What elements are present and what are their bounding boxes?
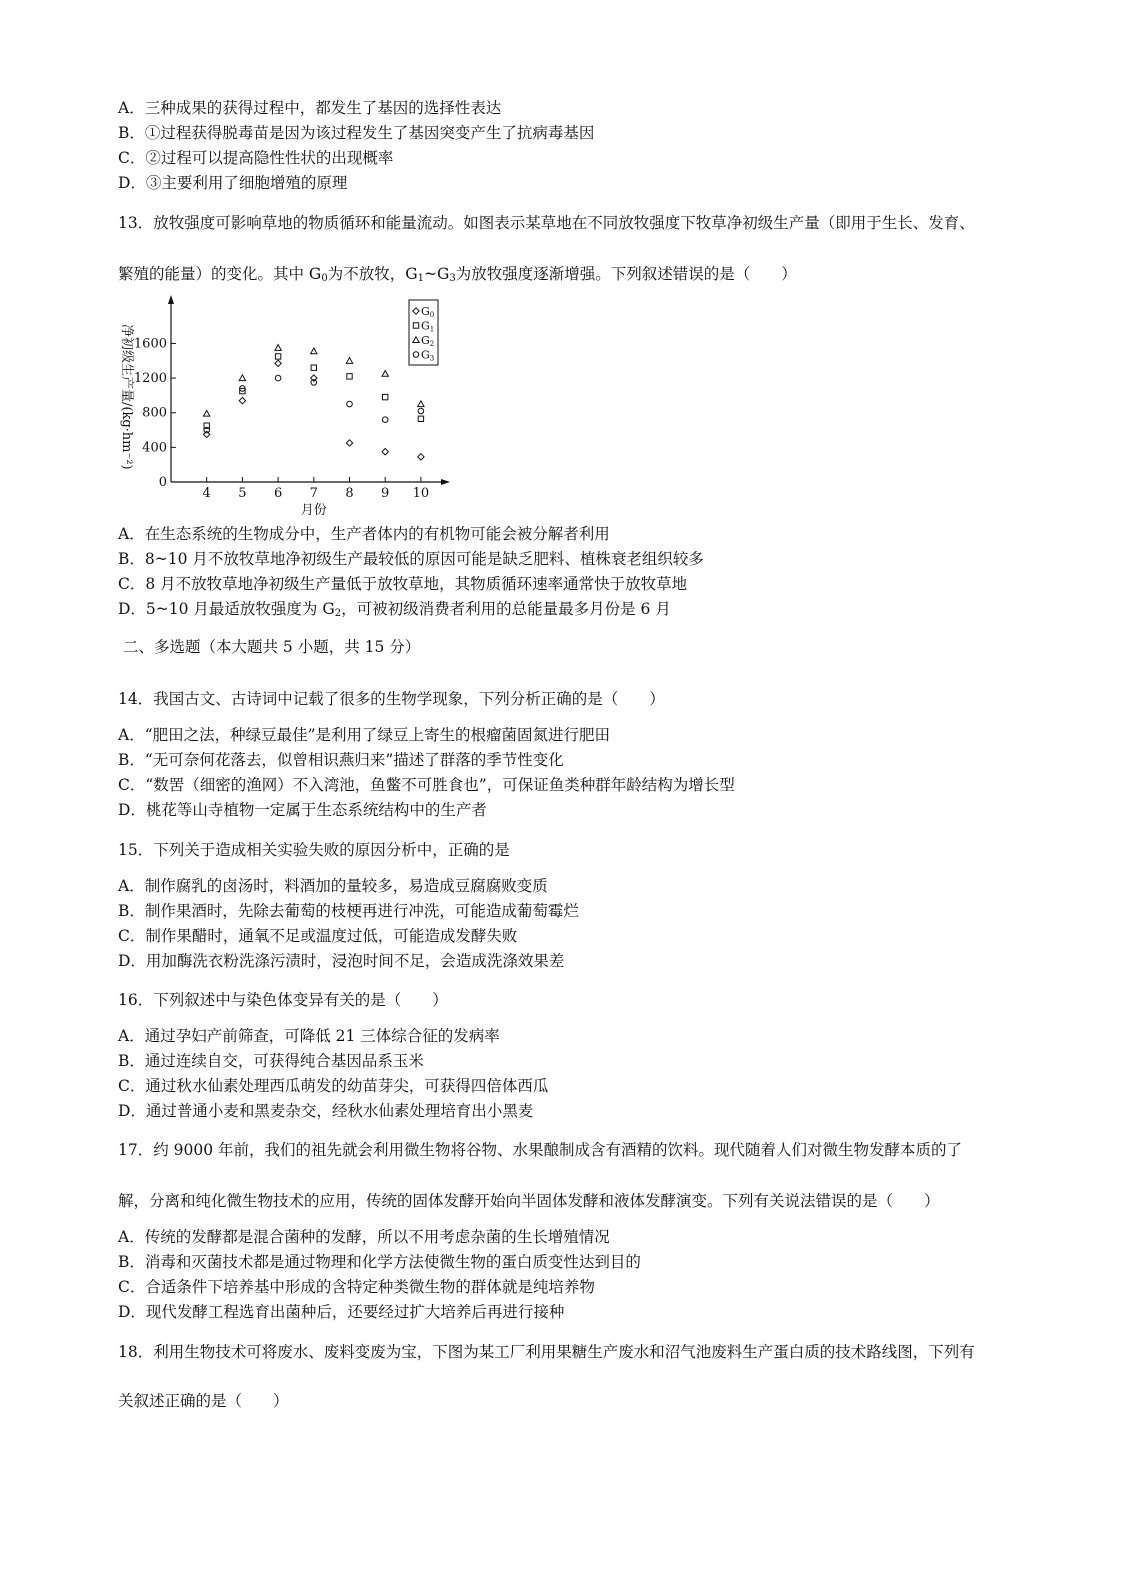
data-point-g3: [418, 408, 424, 414]
y-tick-label: 400: [142, 440, 167, 456]
q14-stem: 14．我国古文、古诗词中记载了很多的生物学现象，下列分析正确的是（ ）: [118, 690, 665, 708]
y-axis-ticks: [134, 336, 176, 490]
q16-option-d: D．通过普通小麦和黑麦杂交，经秋水仙素处理培育出小黑麦: [118, 1102, 534, 1120]
q12-option-d: D．③主要利用了细胞增殖的原理: [118, 174, 348, 192]
data-point-g0: [382, 448, 388, 454]
q16-option-c: C．通过秋水仙素处理西瓜萌发的幼苗芽尖，可获得四倍体西瓜: [118, 1077, 549, 1095]
legend-marker-g2: [413, 337, 419, 343]
x-axis-arrow: [441, 479, 450, 485]
q17-option-c: C．合适条件下培养基中形成的含特定种类微生物的群体就是纯培养物: [118, 1278, 595, 1296]
data-point-g0: [418, 454, 424, 460]
legend-marker-g0: [413, 308, 419, 314]
y-axis-arrow: [168, 295, 174, 304]
y-tick-label: 800: [142, 405, 167, 421]
x-tick-label: 7: [309, 486, 318, 501]
q13-stem-line2: 繁殖的能量）的变化。其中 $G_0$为不放牧，$G_1\sim G_3$为放牧强度逐渐增强。下列叙述错误的是（ ）: [118, 265, 797, 284]
data-point-g3: [311, 380, 317, 386]
q15-option-d: D．用加酶洗衣粉洗涤污渍时，浸泡时间不足，会造成洗涤效果差: [118, 952, 565, 970]
data-point-g0: [239, 397, 245, 403]
y-axis-label: 净初级生产量/(kg·hm⁻²): [119, 324, 134, 470]
q13-stem-line1: 13．放牧强度可影响草地的物质循环和能量流动。如图表示某草地在不同放牧强度下牧草净初级生产量（即用于生长、发育、: [118, 214, 975, 232]
x-tick-label: 10: [412, 486, 430, 501]
legend-label-g3: G3: [421, 348, 435, 363]
x-tick-label: 6: [273, 486, 283, 501]
q17-stem-line2: 解，分离和纯化微生物技术的应用，传统的固体发酵开始向半固体发酵和液体发酵演变。下列有关说法错误的是（ ）: [118, 1192, 940, 1210]
x-tick-label: 4: [202, 486, 211, 501]
data-point-g3: [347, 401, 353, 407]
data-point-g2: [382, 371, 388, 377]
data-point-g1: [311, 365, 316, 370]
q14-option-d: D．桃花等山寺植物一定属于生态系统结构中的生产者: [118, 801, 487, 819]
q14-option-c: C．“数罟（细密的渔网）不入湾池，鱼鳖不可胜食也”，可保证鱼类种群年龄结构为增长型: [118, 776, 735, 794]
legend-label-g0: G0: [421, 305, 435, 319]
x-tick-label: 5: [238, 486, 247, 501]
x-axis-ticks: [203, 477, 430, 501]
legend-marker-g3: [413, 352, 419, 358]
q17-stem-line1: 17．约 9000 年前，我们的祖先就会利用微生物将谷物、水果酿制成含有酒精的饮料。现代随着人们对微生物发酵本质的了: [118, 1141, 963, 1159]
q12-option-c: C．②过程可以提高隐性性状的出现概率: [118, 149, 394, 167]
chart-axes: [168, 295, 450, 485]
q17-option-a: A．传统的发酵都是混合菌种的发酵，所以不用考虑杂菌的生长增殖情况: [118, 1228, 610, 1246]
data-point-g2: [204, 410, 210, 416]
q18-stem-line1: 18．利用生物技术可将废水、废料变废为宝，下图为某工厂利用果糖生产废水和沼气池废料生产蛋白质的技术路线图，下列有: [118, 1343, 975, 1361]
data-point-g1: [347, 374, 352, 379]
data-point-g3: [275, 375, 281, 381]
x-axis-label: 月份: [300, 503, 327, 518]
data-point-g0: [346, 440, 352, 446]
legend-label-g1: G1: [421, 319, 435, 334]
data-point-g2: [418, 401, 424, 407]
q16-option-b: B．通过连续自交，可获得纯合基因品系玉米: [118, 1052, 424, 1070]
x-tick-label: 9: [381, 486, 390, 501]
q16-option-a: A．通过孕妇产前筛查，可降低 21 三体综合征的发病率: [118, 1027, 500, 1045]
data-point-g2: [346, 358, 352, 364]
q14-option-a: A．“肥田之法，种绿豆最佳”是利用了绿豆上寄生的根瘤菌固氮进行肥田: [118, 726, 611, 744]
chart-legend: [409, 300, 438, 365]
q15-option-b: B．制作果酒时，先除去葡萄的枝梗再进行冲洗，可能造成葡萄霉烂: [118, 902, 579, 920]
q16-stem: 16．下列叙述中与染色体变异有关的是（ ）: [118, 991, 448, 1009]
q13-option-c: C．8 月不放牧草地净初级生产量低于放牧草地，其物质循环速率通常快于放牧草地: [118, 575, 688, 593]
x-tick-label: 8: [345, 486, 354, 501]
q14-option-b: B．“无可奈何花落去，似曾相识燕归来”描述了群落的季节性变化: [118, 751, 564, 769]
q13-option-b: B．8~10 月不放牧草地净初级生产最较低的原因可能是缺乏肥料、植株衰老组织较多: [118, 550, 704, 568]
q12-option-a: A．三种成果的获得过程中，都发生了基因的选择性表达: [118, 99, 502, 117]
q17-option-d: D．现代发酵工程选育出菌种后，还要经过扩大培养后再进行接种: [118, 1303, 565, 1321]
data-point-g0: [275, 360, 281, 366]
data-point-g1: [418, 416, 423, 421]
data-point-g2: [239, 375, 245, 381]
q15-option-a: A．制作腐乳的卤汤时，料酒加的量较多，易造成豆腐腐败变质: [118, 877, 548, 895]
data-point-g1: [383, 394, 388, 399]
npp-scatter-chart: [115, 292, 460, 520]
y-tick-label: 1200: [133, 371, 167, 387]
data-point-g3: [382, 417, 388, 423]
legend-label-g2: G2: [421, 334, 435, 348]
q15-option-c: C．制作果醋时，通氧不足或温度过低，可能造成发酵失败: [118, 927, 518, 945]
y-tick-label: 1600: [133, 336, 167, 352]
legend-marker-g1: [413, 323, 418, 328]
q13-option-a: A．在生态系统的生物成分中，生产者体内的有机物可能会被分解者利用: [118, 525, 610, 543]
section-heading: 二、多选题（本大题共 5 小题，共 15 分）: [123, 638, 421, 656]
q17-option-b: B．消毒和灭菌技术都是通过物理和化学方法使微生物的蛋白质变性达到目的: [118, 1253, 641, 1271]
y-tick-label: 0: [158, 475, 167, 490]
q15-stem: 15．下列关于造成相关实验失败的原因分析中，正确的是: [118, 841, 510, 859]
data-point-g1: [275, 354, 280, 359]
q12-option-b: B．①过程获得脱毒苗是因为该过程发生了基因突变产生了抗病毒基因: [118, 124, 595, 142]
data-point-g2: [275, 345, 281, 351]
data-point-g2: [311, 348, 317, 354]
q13-option-d: D．5~10 月最适放牧强度为 $G_2$，可被初级消费者利用的总能量最多月份是 6 月: [118, 600, 671, 619]
data-points: [204, 345, 425, 461]
q18-stem-line2: 关叙述正确的是（ ）: [118, 1392, 289, 1410]
